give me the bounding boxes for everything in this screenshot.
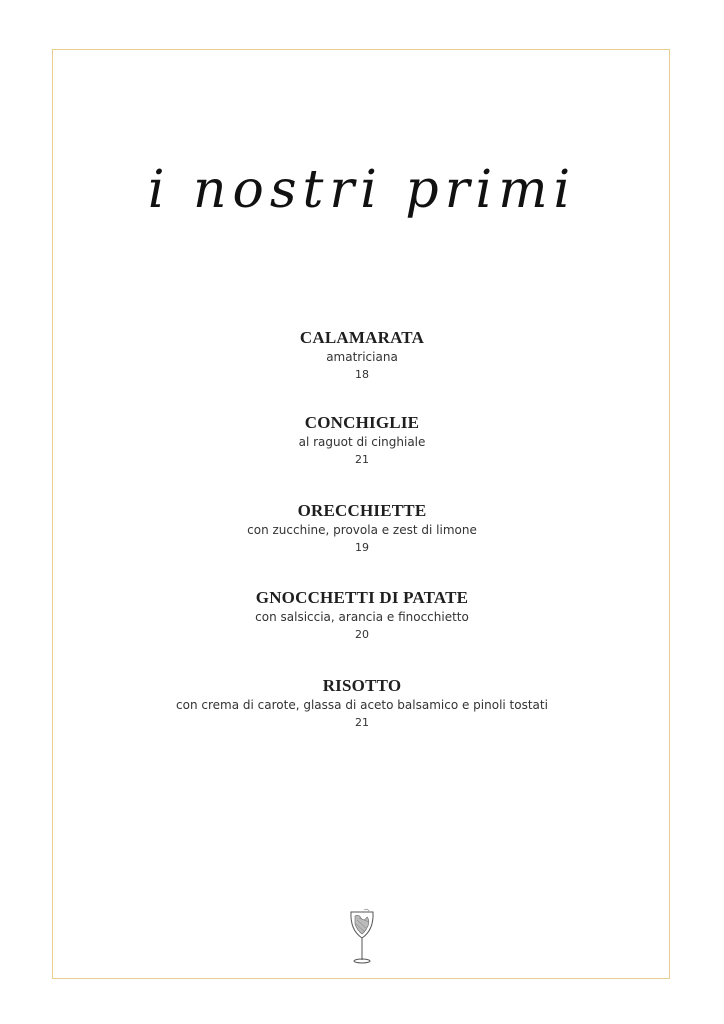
dish-name: ORECCHIETTE	[297, 501, 427, 520]
dish-description: al raguot di cinghiale	[298, 435, 426, 449]
dish-name: GNOCCHETTI DI PATATE	[255, 588, 469, 607]
dish-price: 20	[355, 628, 369, 641]
dish-price: 21	[355, 716, 369, 729]
dish-item	[0, 588, 724, 644]
dish-name: CONCHIGLIE	[304, 413, 420, 432]
dish-description: con salsiccia, arancia e finocchietto	[255, 610, 469, 624]
dish-item	[0, 413, 724, 469]
dish-name: RISOTTO	[322, 676, 402, 695]
dish-description: amatriciana	[326, 350, 398, 364]
dish-item	[0, 501, 724, 557]
dish-price: 21	[355, 453, 369, 466]
dish-item	[0, 328, 724, 384]
dish-name: CALAMARATA	[299, 328, 425, 347]
dish-price: 19	[355, 541, 369, 554]
dish-description: con crema di carote, glassa di aceto balsamico e pinoli tostati	[176, 698, 548, 712]
menu-title: i nostri primi	[147, 160, 577, 220]
dish-price: 18	[355, 368, 369, 381]
dish-item	[0, 676, 724, 732]
wine-glass-icon	[347, 908, 377, 966]
dish-description: con zucchine, provola e zest di limone	[247, 523, 477, 537]
